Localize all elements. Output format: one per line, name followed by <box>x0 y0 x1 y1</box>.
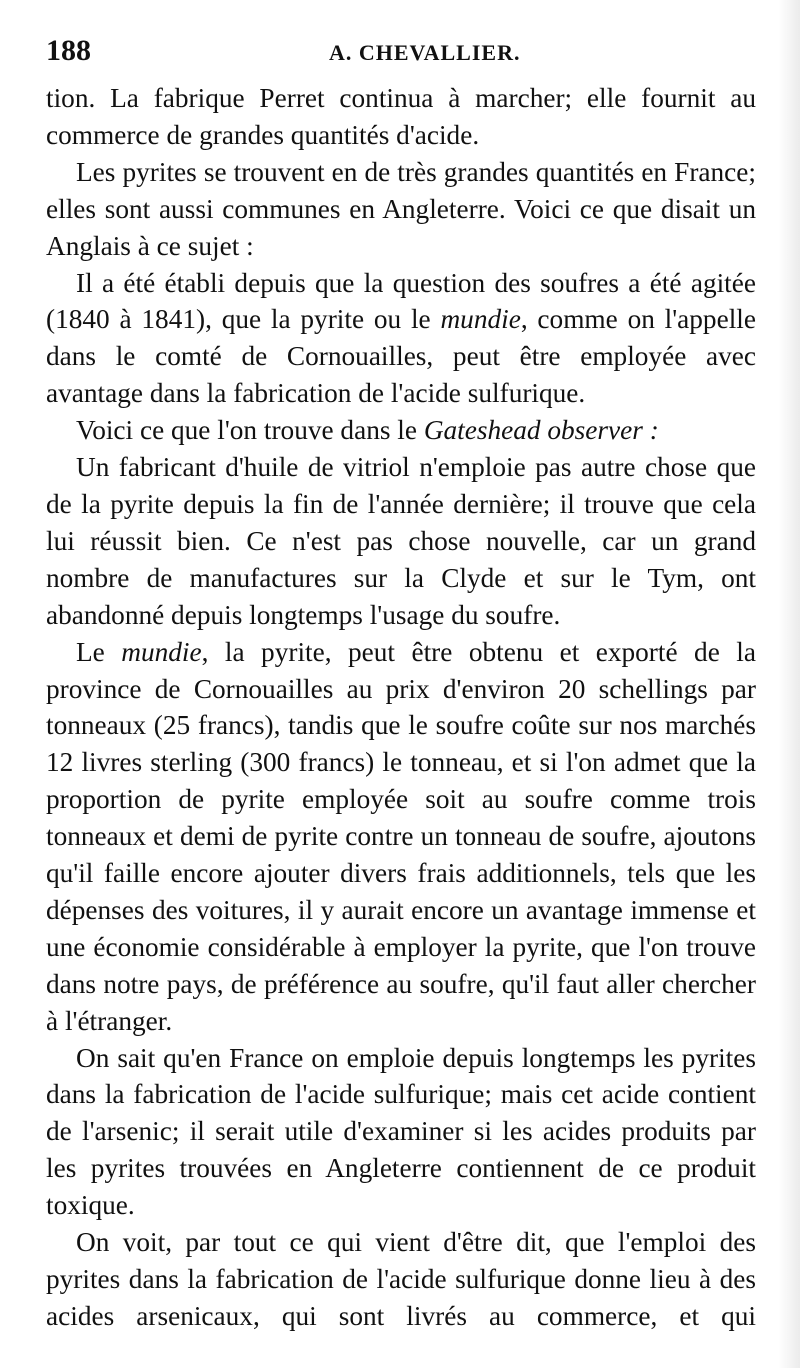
body-text <box>46 80 756 1335</box>
page-number: 188 <box>46 34 91 67</box>
paragraph-8: On voit, par tout ce qui vient d'être dit, que l'emploi des pyrites dans la fabrication de l'acide sulfurique donne lieu à des acides arsenicaux, qui sont livrés au commerce, et qui <box>46 1227 756 1331</box>
page-edge-shadow <box>778 0 800 1368</box>
paragraph-3-text-c: , comme on l'appelle dans le comté de Cornouailles, peut être employée avec avantage dans la fabrication de l'acide sulfurique. <box>46 304 756 409</box>
paragraph-6-text-c: , la pyrite, peut être obtenu et exporté de la province de Cornouailles au prix d'environ 20 schellings par tonneaux (25 francs), tandis que le soufre coûte sur nos marchés 12 livres sterling (300 francs) le tonneau, et si l'on admet que la proportion de pyrite employée soit au soufre comme trois tonneaux et demi de pyrite contre un tonneau de soufre, ajoutons qu'il faille encore ajouter divers frais additionnels, tels que les dépenses des voitures, il y aurait encore un avantage immense et une économie considérable à employer la pyrite, que l'on trouve dans notre pays, de préférence au soufre, qu'il faut aller chercher à l'étranger. <box>46 636 756 1036</box>
paragraph-4-text-a: Voici ce que l'on trouve dans le <box>76 415 424 446</box>
paragraph-6 <box>46 634 756 1040</box>
paragraph-1: tion. La fabrique Perret continua à marcher; elle fournit au commerce de grandes quantités d'acide. <box>46 83 756 150</box>
term-mundie-2: mundie <box>121 636 202 667</box>
paragraph-2: Les pyrites se trouvent en de très grandes quantités en France; elles sont aussi communes en Angleterre. Voici ce que disait un Anglais à ce sujet : <box>46 156 756 261</box>
paragraph-6-text-a: Le <box>76 636 122 667</box>
paragraph-4 <box>46 412 756 449</box>
paragraph-3 <box>46 265 756 413</box>
paragraph-3-text-a: Il a été établi depuis que la question des soufres a été agitée (1840 à 1841), que la pyrite ou le <box>46 267 756 335</box>
paragraph-5: Un fabricant d'huile de vitriol n'emploie pas autre chose que de la pyrite depuis la fin de l'année dernière; il trouve que cela lui réussit bien. Ce n'est pas chose nouvelle, car un grand nombre de manufactures sur la Clyde et sur le Tym, ont abandonné depuis longtemps l'usage du soufre. <box>46 452 756 630</box>
term-mundie: mundie <box>440 304 521 335</box>
newspaper-title: Gateshead observer : <box>423 415 659 446</box>
page-header <box>46 34 756 78</box>
paragraph-7: On sait qu'en France on emploie depuis longtemps les pyrites dans la fabrication de l'acide sulfurique; mais cet acide contient de l'arsenic; il serait utile d'examiner si les acides produits par les pyrites trouvées en Angleterre contiennent de ce produit toxique. <box>46 1042 756 1221</box>
running-head: A. CHEVALLIER. <box>329 40 521 65</box>
